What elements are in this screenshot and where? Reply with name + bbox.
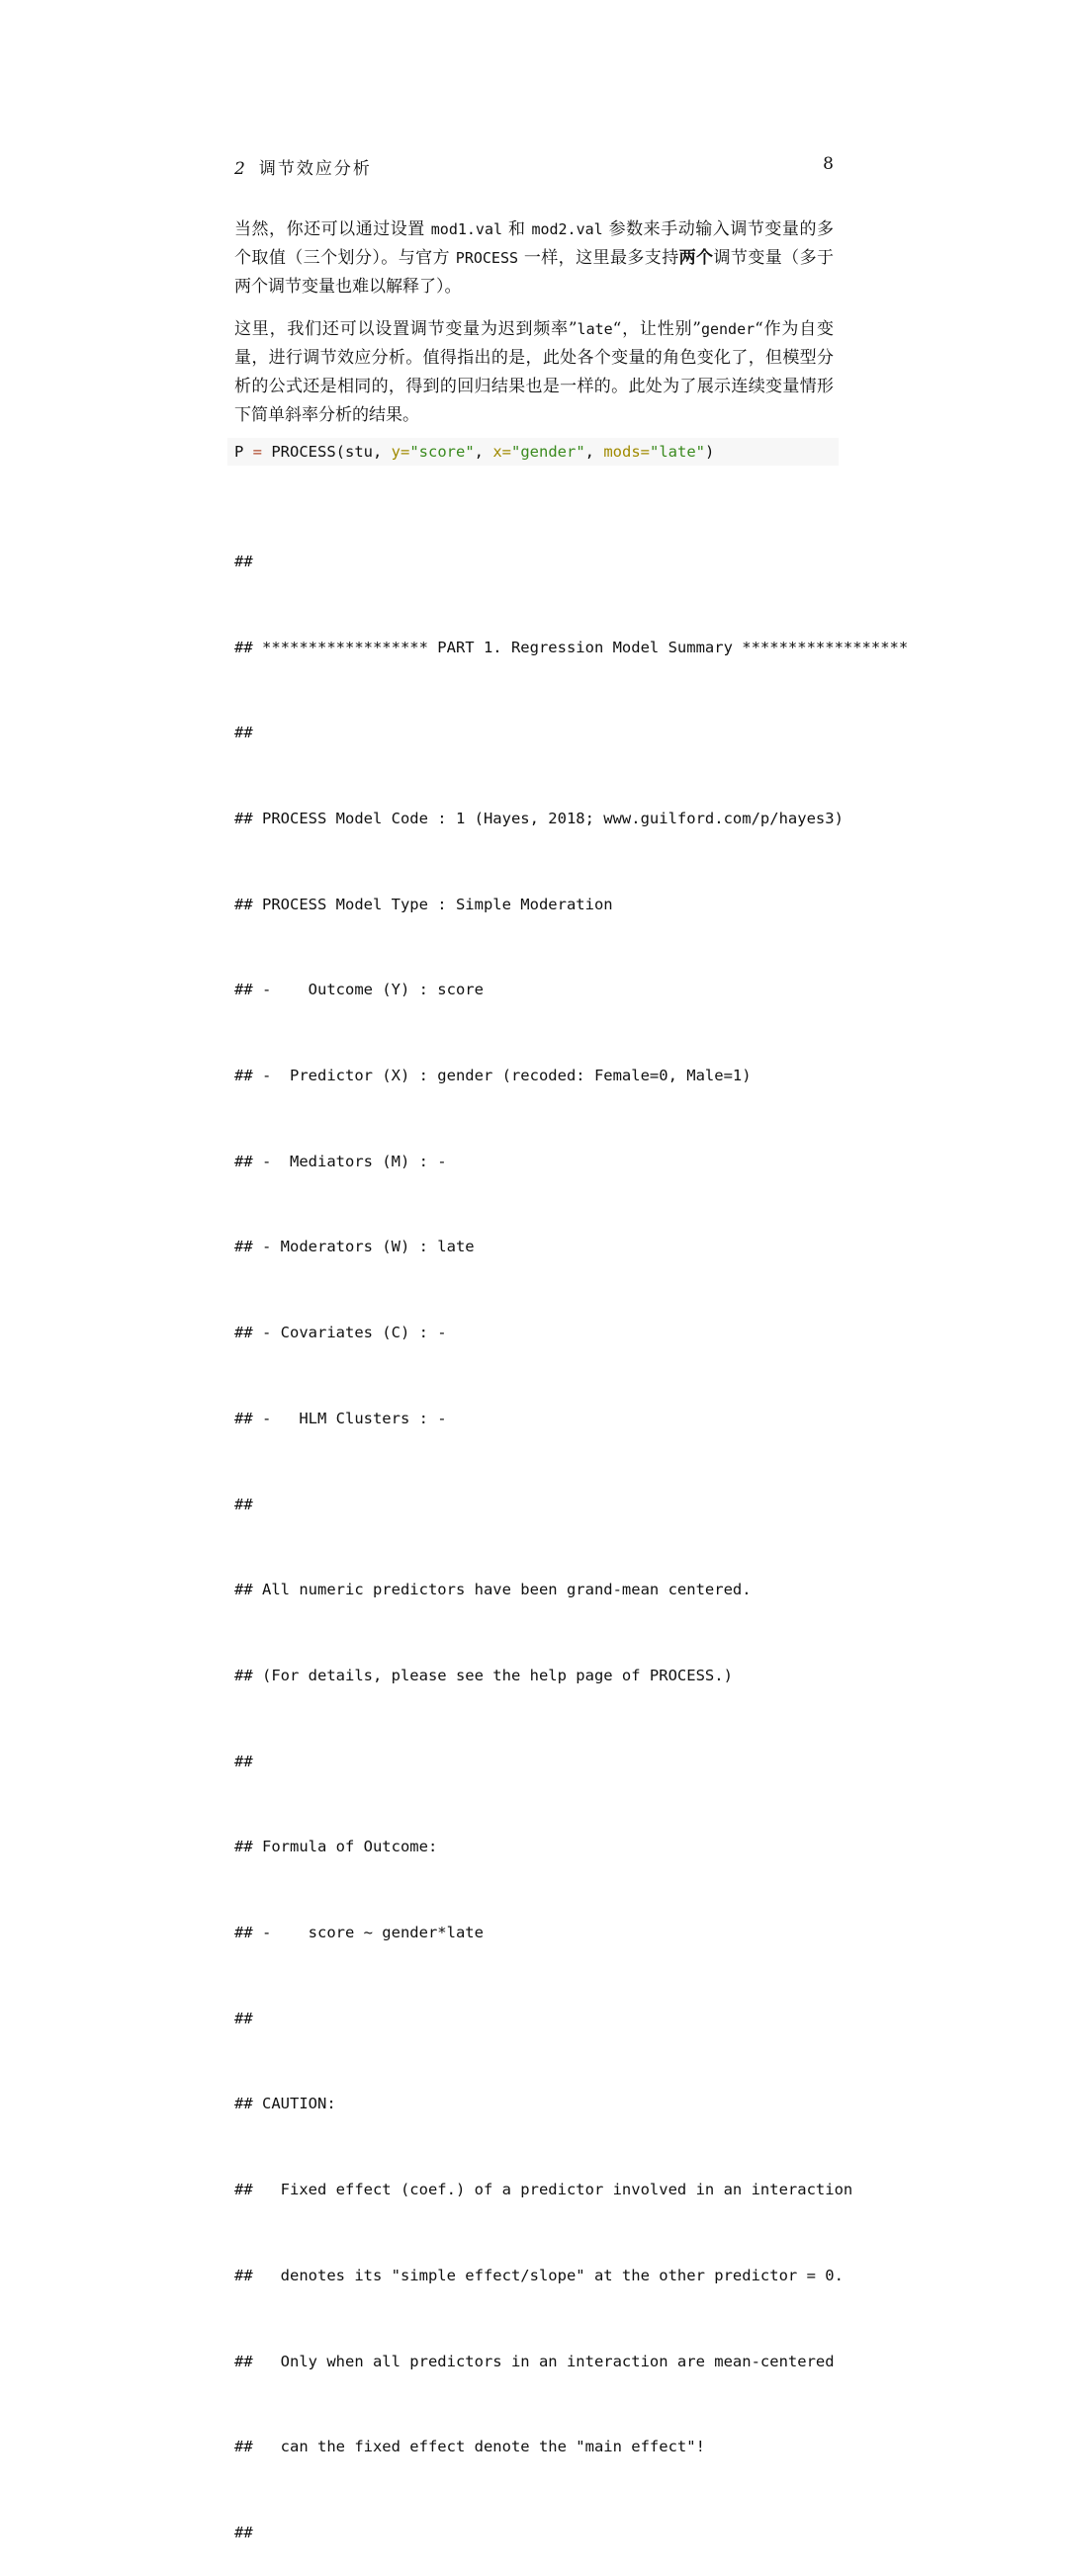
- output-line: ##: [234, 1495, 253, 1513]
- output-line: ## can the fixed effect denote the "main effect"!: [234, 2438, 705, 2456]
- code-string: "score": [409, 443, 475, 461]
- inline-code: mod1.val: [430, 220, 503, 238]
- code-operator: =: [252, 443, 263, 461]
- text: 一样，这里最多支持: [518, 248, 679, 268]
- output-line: ##: [234, 1752, 253, 1770]
- output-line: ## - score ~ gender*late: [234, 1924, 484, 1942]
- console-output: [234, 490, 908, 2576]
- output-line: ## CAUTION:: [234, 2095, 336, 2113]
- text: 和: [502, 219, 532, 239]
- bold-text: 两个: [678, 248, 714, 268]
- page-number: 8: [823, 154, 834, 174]
- output-line: ## denotes its "simple effect/slope" at the other predictor = 0.: [234, 2266, 844, 2284]
- inline-code: mod2.val: [531, 220, 603, 238]
- output-line: ## - HLM Clusters : -: [234, 1409, 447, 1427]
- output-line: ##: [234, 552, 253, 570]
- text: 调节变量（多于两个调节变量也难以解释了）。: [234, 248, 835, 297]
- code-line: [234, 441, 714, 463]
- text: “作为自变量，进行调节效应分析。值得指出的是，此处各个变量的角色变化了，但模型分析的公式还是相同的，得到的回归结果也是一样的。此处为了展示连续变量情形下简单斜率分析的结果。: [234, 319, 834, 425]
- paragraph-mod-values: [234, 215, 834, 301]
- code-token: P: [234, 443, 253, 461]
- output-line: ##: [234, 2523, 253, 2541]
- text: 参数来手动输入调节变量的多个取值（三个划分）。与官方: [234, 219, 834, 268]
- text: 当然，你还可以通过设置: [234, 219, 431, 239]
- output-line: ## - Covariates (C) : -: [234, 1324, 447, 1342]
- inline-code: late: [577, 320, 613, 338]
- output-line: ## PROCESS Model Type : Simple Moderation: [234, 895, 613, 913]
- code-arg-name: x=: [492, 443, 512, 461]
- output-line: ##: [234, 2009, 253, 2027]
- inline-code: gender: [700, 320, 756, 338]
- paragraph-role-swap: [234, 315, 834, 430]
- running-header: [234, 154, 834, 182]
- output-line: ## Formula of Outcome:: [234, 1838, 438, 1856]
- output-line: ## PROCESS Model Code : 1 (Hayes, 2018; www.guilford.com/p/hayes3): [234, 809, 844, 827]
- chapter-title: 调节效应分析: [258, 159, 372, 179]
- output-line: ## - Outcome (Y) : score: [234, 981, 484, 999]
- code-arg-name: y=: [391, 443, 410, 461]
- code-arg-name: mods=: [603, 443, 651, 461]
- code-token: PROCESS(stu,: [262, 443, 392, 461]
- output-line: ## Fixed effect (coef.) of a predictor involved in an interaction: [234, 2181, 853, 2199]
- output-line: ## (For details, please see the help page of PROCESS.): [234, 1666, 733, 1684]
- output-line: ## - Predictor (X) : gender (recoded: Female=0, Male=1): [234, 1067, 752, 1085]
- text: “，让性别”: [612, 319, 701, 339]
- code-token: ): [705, 443, 715, 461]
- output-line: ## Only when all predictors in an interaction are mean-centered: [234, 2352, 835, 2370]
- output-line: ## - Moderators (W) : late: [234, 1238, 475, 1256]
- chapter-number: 2: [234, 159, 245, 179]
- inline-code: PROCESS: [455, 249, 519, 267]
- code-string: "late": [650, 443, 706, 461]
- code-token: ,: [584, 443, 604, 461]
- output-line: ## All numeric predictors have been grand-mean centered.: [234, 1581, 752, 1599]
- code-token: ,: [474, 443, 493, 461]
- text: 这里，我们还可以设置调节变量为迟到频率”: [234, 319, 578, 339]
- output-line: ## - Mediators (M) : -: [234, 1152, 447, 1170]
- output-line: ## ****************** PART 1. Regression Model Summary ******************: [234, 638, 909, 656]
- output-line: ##: [234, 724, 253, 742]
- code-string: "gender": [511, 443, 585, 461]
